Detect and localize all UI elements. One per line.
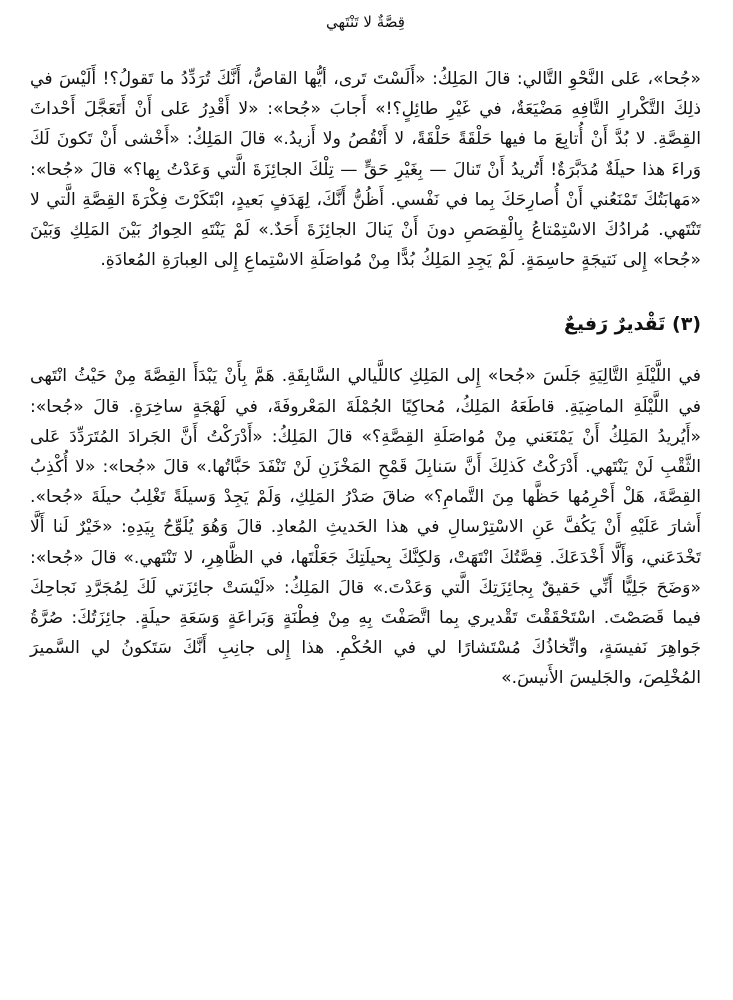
section-title: (٣) تَقْديرٌ رَفيعٌ	[563, 313, 701, 336]
running-header: قِصَّةٌ لا تَنْتَهي	[326, 13, 405, 31]
story-paragraph: في اللَّيْلَةِ التَّالِيَةِ جَلَسَ «جُحا» إِلى المَلِكِ كاللَّيالي السَّابِقَةِ. هَمَّ بِأَنْ يَبْدَأَ القِصَّةَ مِنْ حَيْثُ انْتَهى في اللَّيْلَةِ الماضِيَةِ. قاطَعَهُ المَلِكُ، مُحاكِيًا الجُمْلَةَ المَعْروفَةَ، في لَهْجَةٍ ساخِرَةٍ. قالَ «جُحا»: «أَيُريدُ المَلِكُ أَنْ يَمْنَعَني مِنْ مُواصَلَةِ القِصَّةِ؟» قالَ المَلِكُ: «أَدْرَكْتُ أَنَّ الجَرادَ المُتَرَدِّدَ عَلى الثَّقْبِ لَنْ يَنْتَهي. أَدْرَكْتُ كَذلِكَ أَنَّ سَنابِلَ قَمْحِ المَخْزَنِ لَنْ تَنْفَدَ حَبَّاتُها.» قالَ «جُحا»: «لا أُكْذِبُ القِصَّةَ، هَلْ أَحْرِمُها حَظَّها مِنَ التَّمامِ؟» ضاقَ صَدْرُ المَلِكِ، وَلَمْ يَجِدْ وَسيلَةً تَغْلِبُ حيلَةَ «جُحا». أَشارَ عَلَيْهِ أَنْ يَكُفَّ عَنِ الاسْتِرْسالِ في هذا الحَديثِ المُعادِ. قالَ وَهُوَ يُلَوِّحُ بِيَدِهِ: «خَيْرٌ لَنا أَلَّا تَخْدَعَني، وَأَلَّا أَخْدَعَكَ. قِصَّتُكَ انْتَهَتْ، وَلكِنَّكَ بِحيلَتِكَ جَعَلْتَها، في الظَّاهِرِ، لا تَنْتَهي.» قالَ «جُحا»: «وَضَحَ جَلِيًّا أَنِّي حَقيقٌ بِجائِزَتِكَ الَّتي وَعَدْتَ.» قالَ المَلِكُ: «لَيْسَتْ جائِزَتي لَكَ لِمُجَرَّدِ نَجاحِكَ فيما قَصَصْتَ. اسْتَحْقَقْتَ تَقْديري بِما اتَّصَفْتَ بِهِ مِنْ فِطْنَةٍ وَبَراعَةٍ وَسَعَةِ حيلَةٍ. جائِزَتُكَ: صُرَّةُ جَواهِرَ نَفيسَةٍ، واتِّخاذُكَ مُسْتَشارًا لي في الحُكْمِ. هذا إِلى جانِبِ أَنَّكَ سَتَكونُ لي السَّميرَ المُخْلِصَ، والجَليسَ الأَنيسَ.»	[30, 366, 701, 689]
story-paragraph: «جُحا»، عَلى النَّحْوِ التَّالي: قالَ المَلِكُ: «أَلَسْتَ تَرى، أيُّها القاصُّ، أَنَّكَ تُرَدِّدُ ما تَقولُ؟! أَلَيْسَ في ذلِكَ التَّكْرارِ التَّافِهِ مَضْيَعَةٌ، في غَيْرِ طائِلٍ؟!» أَجابَ «جُحا»: «لا أَقْدِرُ عَلى أَنْ أَتَعَجَّلَ أَحْداثَ القِصَّةِ. لا بُدَّ أَنْ أُتابِعَ ما فيها حَلْقَةً حَلْقَةً، لا أَنْقُصُ ولا أَزيدُ.» قالَ المَلِكُ: «أَخْشى أَنْ تَكونَ لَكَ وَراءَ هذا حيلَةٌ مُدَبَّرَةٌ! أَتُريدُ أَنْ تَنالَ — بِغَيْرِ حَقٍّ — تِلْكَ الجائِزَةَ الَّتي وَعَدْتُ بِها؟» قالَ «جُحا»: «مَهابَتُكَ تَمْنَعُني أَنْ أُصارِحَكَ بِما في نَفْسي. أَظُنُّ أَنَّكَ، لِهَدَفٍ بَعيدٍ، ابْتَكَرْتَ فِكْرَةَ القِصَّةِ الَّتي لا تَنْتَهي. مُرادُكَ الاسْتِمْتاعُ بِالْقِصَصِ دونَ أَنْ يَنالَ الجائِزَةَ أَحَدٌ.» لَمْ يَنْتَهِ الحِوارُ بَيْنَ المَلِكِ وَبَيْنَ «جُحا» إِلى نَتيجَةٍ حاسِمَةٍ. لَمْ يَجِدِ المَلِكُ بُدًّا مِنْ مُواصَلَةِ الاسْتِماعِ إِلى العِبارَةِ المُعادَةِ.	[30, 69, 701, 271]
